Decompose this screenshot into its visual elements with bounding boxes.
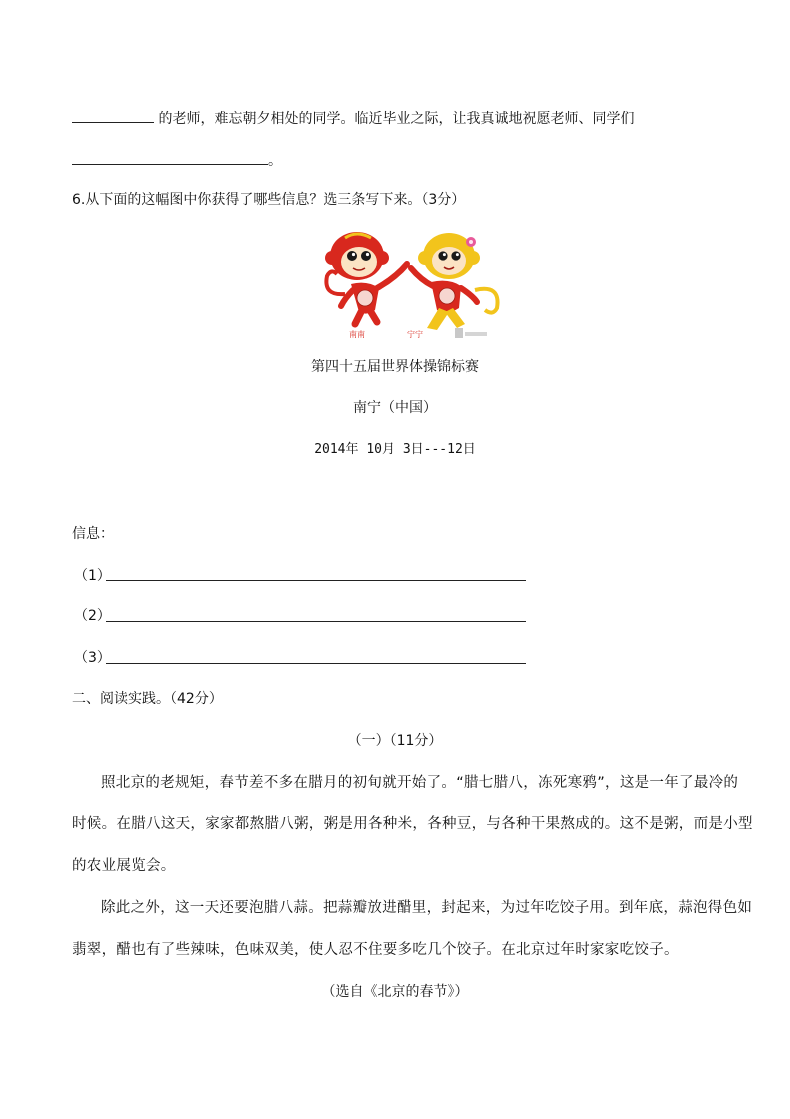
info-label: 信息：	[72, 526, 114, 542]
question-6-title: 6.从下面的这幅图中你获得了哪些信息？选三条写下来。（3分）	[72, 192, 466, 208]
answer-1-label: （1）	[74, 568, 111, 584]
figure-caption-date: 2014年 10月 3日---12日	[314, 442, 476, 457]
intro-end: 。	[268, 153, 282, 169]
paragraph-1-line-1: 照北京的老规矩，春节差不多在腊月的初旬就开始了。“腊七腊八，冻死寒鸦”，这是一年了最冷的	[101, 775, 739, 791]
source-citation: （选自《北京的春节》）	[321, 984, 469, 1000]
figure-caption-place: 南宁（中国）	[353, 400, 437, 416]
answer-2-line[interactable]	[106, 621, 526, 622]
answer-3-line[interactable]	[106, 663, 526, 664]
intro-line-1	[72, 108, 634, 129]
fill-blank[interactable]	[72, 108, 154, 123]
figure-caption-event: 第四十五届世界体操锦标赛	[311, 359, 479, 375]
intro-text: 的老师，难忘朝夕相处的同学。临近毕业之际，让我真诚地祝愿老师、同学们	[154, 111, 635, 127]
answer-3-label: （3）	[74, 650, 111, 666]
mascot-left-name: 南南	[349, 330, 365, 339]
section-2-title: 二、阅读实践。（42分）	[72, 691, 223, 707]
part-1-title: （一）（11分）	[347, 733, 443, 749]
paragraph-1-line-2: 时候。在腊八这天，家家都熬腊八粥，粥是用各种米，各种豆，与各种干果熬成的。这不是粥，而是小型	[72, 816, 753, 832]
mascot-image	[315, 224, 507, 344]
paragraph-2-line-1: 除此之外，这一天还要泡腊八蒜。把蒜瓣放进醋里，封起来，为过年吃饺子用。到年底，蒜泡得色如	[101, 900, 753, 916]
answer-2-label: （2）	[74, 608, 111, 624]
paragraph-2-line-2: 翡翠，醋也有了些辣味，色味双美，使人忍不住要多吃几个饺子。在北京过年时家家吃饺子。	[72, 942, 679, 958]
answer-1-line[interactable]	[106, 580, 526, 581]
intro-line-2	[72, 150, 282, 171]
fill-blank[interactable]	[72, 150, 268, 165]
paragraph-1-line-3: 的农业展览会。	[72, 858, 176, 874]
mascot-right-name: 宁宁	[407, 330, 423, 339]
